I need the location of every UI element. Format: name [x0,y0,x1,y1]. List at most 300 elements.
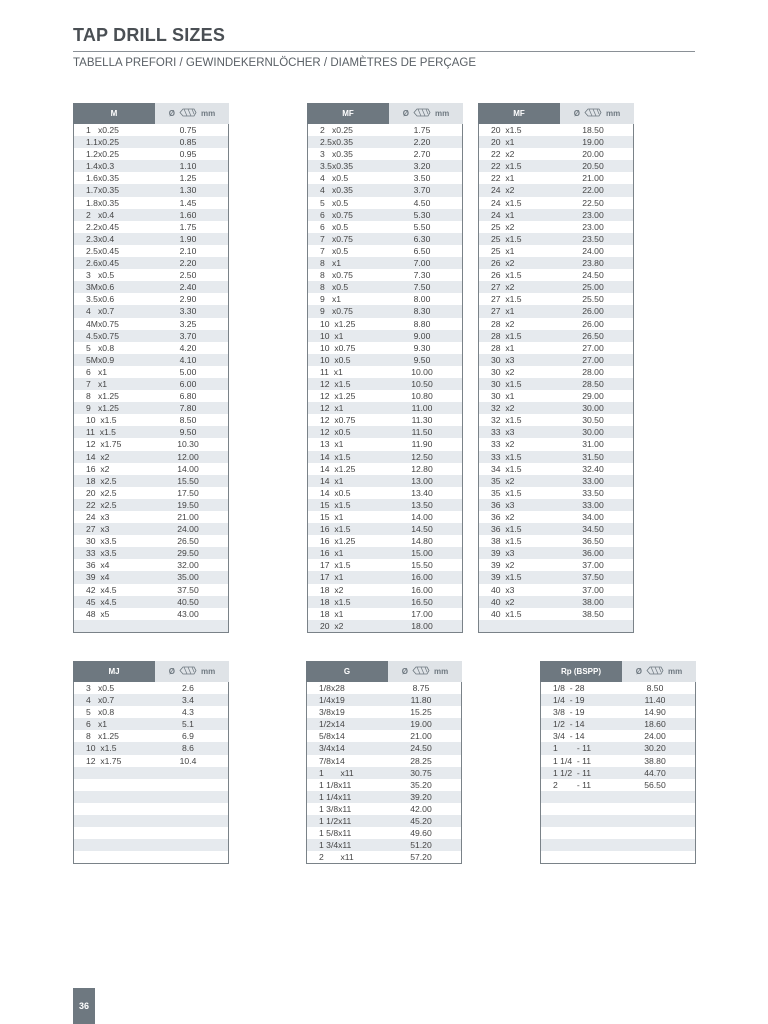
table-rp-bspp [540,661,696,864]
thread-size-cell: 16 x1.25 [320,536,356,547]
thread-size-cell: 1 1/4x11 [319,791,352,802]
table-row [74,378,228,390]
table-row [74,160,228,172]
thread-size-cell: 38 x1.5 [491,536,522,547]
drill-diameter-cell: 5.1 [182,719,194,730]
thread-size-cell: 12 x1 [320,403,344,414]
drill-diameter-cell: 28.50 [582,378,604,389]
drill-diameter-cell: 7.80 [179,403,197,414]
thread-size-cell: 18 x2 [320,584,344,595]
table-row [308,124,462,136]
thread-size-cell: 2.5x0.45 [86,245,119,256]
drill-diameter-cell [561,620,633,632]
diameter-symbol: Ø [401,667,408,676]
drill-diameter-cell: 56.50 [644,779,666,790]
thread-size-cell: 25 x2 [491,221,515,232]
table-row [541,706,695,718]
drill-diameter-cell: 8.00 [413,294,431,305]
thread-size-cell: 3.5x0.6 [86,294,115,305]
page-title: TAP DRILL SIZES [73,25,226,45]
thread-size-cell: 2.3x0.4 [86,233,115,244]
drill-diameter-cell: 5.30 [413,209,431,220]
table-row [74,755,228,767]
thread-size-cell: 14 x0.5 [320,487,351,498]
thread-size-cell [74,620,156,632]
table-row [307,742,461,754]
table-row [74,438,228,450]
table-row [479,535,633,547]
table-row [307,694,461,706]
drill-diameter-cell: 14.00 [411,512,433,522]
drill-diameter-cell: 1.30 [179,185,197,196]
thread-size-cell: 3 x0.5 [86,270,115,281]
table-row [74,620,228,632]
table-row [541,803,695,815]
thread-size-cell: 22 x2.5 [86,499,117,510]
table-row [479,438,633,450]
drill-diameter-cell: 12.80 [411,463,433,474]
table-row [479,402,633,414]
unit-label: mm [606,109,621,118]
drill-diameter-cell: 2.50 [179,270,197,281]
thread-size-cell: 30 x1.5 [491,378,522,389]
drill-diameter-cell [156,803,228,815]
table-row [308,571,462,583]
table-row [479,366,633,378]
table-row [308,148,462,160]
drill-diameter-cell: 8.50 [179,415,197,426]
table-row [479,354,633,366]
drill-diameter-cell: 13.00 [411,475,433,486]
table-row [541,682,695,694]
drill-diameter-cell: 11.30 [411,415,433,426]
table-row [308,584,462,596]
drill-diameter-cell: 6.80 [179,391,197,402]
thread-size-cell: 33 x1.5 [491,451,522,462]
drill-diameter-cell: 1.90 [179,233,197,244]
table-header [478,103,634,124]
table-row [479,523,633,535]
thread-size-cell: 39 x2 [491,560,515,571]
table-row [307,779,461,791]
thread-size-cell: 22 x2 [491,149,515,160]
table-row [74,584,228,596]
drill-diameter-cell: 17.00 [411,608,433,619]
thread-size-cell: 10 x0.5 [320,354,351,365]
drill-diameter-cell: 33.00 [582,499,604,510]
table-row [308,354,462,366]
table-row [74,257,228,269]
thread-size-cell: 14 x2 [86,451,110,462]
table-row [479,269,633,281]
drill-diameter-cell: 19.00 [582,137,604,148]
thread-size-cell: 8 x0.5 [320,282,349,293]
thread-size-cell: 16 x1 [320,548,344,559]
unit-label: mm [201,667,216,676]
diameter-symbol: Ø [168,667,175,676]
thread-size-cell: 12 x1.25 [320,391,356,402]
thread-size-cell: 33 x3 [491,427,515,438]
drill-diameter-cell: 17.50 [177,487,199,498]
table-row [74,535,228,547]
table-row [74,487,228,499]
drill-diameter-cell: 16.00 [411,584,433,595]
thread-size-cell: 1 1/4 - 11 [553,755,592,766]
table-row [307,803,461,815]
table-row [479,318,633,330]
drill-diameter-cell [623,827,695,839]
thread-size-cell [541,803,623,815]
table-row [74,305,228,317]
diameter-column-header [155,103,229,124]
thread-size-cell: 33 x2 [491,439,515,450]
table-row [74,366,228,378]
thread-size-cell: 22 x1.5 [491,161,522,172]
table-row [479,281,633,293]
table-row [308,160,462,172]
drill-diameter-cell: 3.20 [413,161,431,172]
drill-diameter-cell: 2.90 [179,294,197,305]
drill-diameter-cell: 21.00 [410,731,432,742]
drill-diameter-cell [156,839,228,851]
table-row [308,330,462,342]
drill-diameter-cell: 36.00 [582,548,604,559]
drill-diameter-cell: 15.25 [410,707,432,718]
table-row [541,791,695,803]
table-row [479,305,633,317]
thread-size-cell: 24 x3 [86,512,110,522]
thread-size-cell: 10 x1.5 [86,743,117,754]
drill-diameter-cell: 22.00 [582,185,604,196]
drill-diameter-cell: 23.00 [582,209,604,220]
table-row [74,718,228,730]
thread-size-cell: 18 x1 [320,608,344,619]
table-row [479,620,633,632]
drill-diameter-cell: 27.00 [582,342,604,353]
drill-diameter-cell [623,803,695,815]
drill-bit-icon [584,108,602,119]
thread-size-cell: 39 x1.5 [491,572,522,583]
table-row [74,499,228,511]
drill-diameter-cell: 42.00 [410,803,432,814]
drill-bit-icon [646,666,664,677]
thread-size-cell [74,803,156,815]
thread-size-cell: 36 x4 [86,560,110,571]
drill-diameter-cell: 6.00 [179,378,197,389]
drill-diameter-cell: 7.50 [413,282,431,293]
thread-size-cell: 1 3/8x11 [319,803,352,814]
table-row [479,148,633,160]
table-body [478,124,634,633]
diameter-column-header [560,103,634,124]
drill-diameter-cell: 9.50 [179,427,197,438]
thread-size-cell: 1.1x0.25 [86,137,119,148]
table-row [74,221,228,233]
drill-diameter-cell: 10.00 [411,366,433,377]
table-row [74,767,228,779]
table-row [74,148,228,160]
diameter-symbol: Ø [402,109,409,118]
thread-size-cell [74,779,156,791]
thread-size-cell [74,827,156,839]
table-row [74,815,228,827]
drill-diameter-cell: 32.40 [582,463,604,474]
drill-diameter-cell: 44.70 [644,767,666,778]
table-row [541,718,695,730]
thread-size-cell [74,791,156,803]
thread-size-cell: 11 x1.5 [86,427,116,438]
table-header [73,661,229,682]
table-row [308,136,462,148]
table-row [74,330,228,342]
drill-diameter-cell: 23.80 [582,258,604,269]
drill-diameter-cell: 30.00 [582,403,604,414]
thread-size-cell: 13 x1 [320,439,344,450]
thread-column-header: G [306,661,388,682]
drill-bit-icon [413,108,431,119]
thread-size-cell [74,851,156,863]
thread-column-header: Rp (BSPP) [540,661,622,682]
table-row [308,209,462,221]
drill-diameter-cell: 30.20 [644,743,666,754]
drill-diameter-cell: 19.00 [410,719,432,730]
drill-diameter-cell: 3.25 [179,318,197,329]
thread-size-cell: 40 x2 [491,596,515,607]
drill-diameter-cell: 31.00 [582,439,604,450]
drill-diameter-cell: 35.00 [177,572,199,583]
thread-size-cell [479,620,561,632]
drill-diameter-cell: 34.00 [582,512,604,522]
thread-size-cell: 1.2x0.25 [86,149,119,160]
table-row [74,706,228,718]
drill-diameter-cell: 3.4 [182,695,194,706]
thread-size-cell: 1.4x0.3 [86,161,115,172]
thread-size-cell: 12 x1.5 [320,378,351,389]
drill-diameter-cell: 5.00 [179,366,197,377]
table-body [73,124,229,633]
unit-label: mm [668,667,683,676]
thread-size-cell: 5/8x14 [319,731,345,742]
drill-diameter-cell [156,827,228,839]
drill-diameter-cell: 24.00 [644,731,666,742]
table-row [308,184,462,196]
table-row [479,172,633,184]
table-row [308,451,462,463]
thread-size-cell: 11 x1 [320,366,343,377]
drill-diameter-cell: 24.00 [177,524,199,535]
drill-diameter-cell: 30.00 [582,427,604,438]
drill-diameter-cell: 10.80 [411,391,433,402]
drill-diameter-cell: 26.50 [177,536,199,547]
drill-diameter-cell [156,779,228,791]
thread-size-cell: 28 x1.5 [491,330,522,341]
thread-size-cell: 25 x1.5 [491,233,522,244]
thread-size-cell: 20 x2 [320,620,344,631]
table-row [479,209,633,221]
table-row [308,281,462,293]
table-g [306,661,462,864]
thread-size-cell: 10 x0.75 [320,342,356,353]
drill-diameter-cell: 49.60 [410,828,432,839]
table-row [479,584,633,596]
drill-diameter-cell: 6.30 [413,233,431,244]
thread-size-cell: 2 x0.4 [86,209,115,220]
thread-size-cell: 6 x1 [86,719,108,730]
thread-size-cell: 4 x0.7 [86,695,115,706]
drill-diameter-cell: 8.75 [412,683,430,693]
thread-size-cell: 7 x1 [86,378,108,389]
thread-size-cell: 36 x3 [491,499,515,510]
drill-diameter-cell: 3.70 [413,185,431,196]
table-row [308,257,462,269]
drill-diameter-cell: 23.50 [582,233,604,244]
table-row [541,730,695,742]
table-row [541,755,695,767]
drill-diameter-cell: 4.3 [182,707,194,718]
table-row [308,475,462,487]
thread-size-cell: 24 x1 [491,209,515,220]
thread-size-cell: 6 x1 [86,366,108,377]
drill-diameter-cell: 28.00 [582,366,604,377]
thread-size-cell: 4Mx0.75 [86,318,119,329]
thread-size-cell: 9 x0.75 [320,306,353,317]
thread-size-cell: 1 5/8x11 [319,828,352,839]
thread-size-cell: 9 x1.25 [86,403,119,414]
thread-size-cell: 5 x0.8 [86,342,115,353]
thread-size-cell: 39 x3 [491,548,515,559]
thread-size-cell: 1 x0.25 [86,125,119,135]
drill-diameter-cell: 18.60 [644,719,666,730]
thread-size-cell: 27 x1 [491,306,515,317]
table-row [74,293,228,305]
page-number: 36 [73,988,95,1024]
table-row [308,378,462,390]
thread-size-cell: 4 x0.7 [86,306,115,317]
table-row [541,839,695,851]
table-row [308,245,462,257]
thread-size-cell: 3.5x0.35 [320,161,353,172]
thread-size-cell: 14 x1.5 [320,451,351,462]
table-row [74,414,228,426]
drill-diameter-cell [156,815,228,827]
table-row [479,426,633,438]
table-row [74,197,228,209]
thread-size-cell: 16 x2 [86,463,110,474]
table-row [479,571,633,583]
thread-size-cell: 3/4 - 14 [553,731,585,742]
drill-diameter-cell: 19.50 [177,499,199,510]
table-row [74,281,228,293]
thread-size-cell: 36 x1.5 [491,524,522,535]
drill-diameter-cell: 4.10 [179,354,197,365]
thread-size-cell [74,839,156,851]
thread-size-cell: 34 x1.5 [491,463,522,474]
thread-column-header: M [73,103,155,124]
drill-diameter-cell: 11.90 [411,439,433,450]
drill-diameter-cell: 22.50 [582,197,604,208]
thread-size-cell: 2 - 11 [553,779,592,790]
drill-diameter-cell: 14.90 [644,707,666,718]
drill-diameter-cell: 31.50 [582,451,604,462]
drill-diameter-cell: 0.75 [179,125,197,135]
drill-diameter-cell: 1.60 [179,209,197,220]
drill-diameter-cell: 1.75 [179,221,197,232]
table-row [74,596,228,608]
table-mf-2 [478,103,634,633]
thread-size-cell: 20 x1.5 [491,125,522,135]
drill-diameter-cell [623,791,695,803]
thread-size-cell: 27 x2 [491,282,515,293]
thread-column-header: MF [478,103,560,124]
thread-size-cell: 4.5x0.75 [86,330,119,341]
table-row [74,608,228,620]
thread-size-cell: 27 x3 [86,524,110,535]
drill-diameter-cell: 26.50 [582,330,604,341]
table-row [479,511,633,523]
thread-size-cell: 2.6x0.45 [86,258,119,269]
table-row [307,767,461,779]
table-row [307,730,461,742]
thread-size-cell: 1 1/2x11 [319,816,352,827]
diameter-column-header [155,661,229,682]
thread-size-cell: 12 x0.75 [320,415,356,426]
thread-size-cell: 32 x1.5 [491,415,522,426]
table-row [307,827,461,839]
table-row [308,172,462,184]
drill-diameter-cell: 13.50 [411,499,433,510]
drill-diameter-cell [623,815,695,827]
drill-diameter-cell: 8.80 [413,318,431,329]
drill-diameter-cell [623,839,695,851]
drill-diameter-cell: 9.50 [413,354,431,365]
thread-size-cell: 28 x1 [491,342,515,353]
table-header [306,661,462,682]
thread-size-cell [74,767,156,779]
thread-size-cell [541,791,623,803]
table-row [308,608,462,620]
drill-diameter-cell: 29.50 [177,548,199,559]
drill-diameter-cell [156,620,228,632]
drill-diameter-cell: 10.50 [411,378,433,389]
table-mj [73,661,229,864]
thread-size-cell: 17 x1 [320,572,344,583]
table-row [541,827,695,839]
thread-size-cell: 48 x5 [86,608,110,619]
thread-size-cell: 28 x2 [491,318,515,329]
drill-diameter-cell: 24.50 [410,743,432,754]
drill-diameter-cell: 8.30 [413,306,431,317]
table-row [308,366,462,378]
table-row [308,487,462,499]
table-row [479,342,633,354]
drill-diameter-cell: 4.50 [413,197,431,208]
table-row [74,791,228,803]
drill-diameter-cell: 35.20 [410,779,432,790]
drill-diameter-cell: 37.00 [582,560,604,571]
table-row [74,851,228,863]
drill-diameter-cell: 6.50 [413,245,431,256]
table-row [479,596,633,608]
drill-diameter-cell [156,851,228,863]
thread-size-cell: 8 x0.75 [320,270,353,281]
drill-diameter-cell: 9.30 [413,342,431,353]
table-row [479,136,633,148]
table-row [74,184,228,196]
drill-diameter-cell: 43.00 [177,608,199,619]
drill-diameter-cell: 26.00 [582,318,604,329]
table-row [308,463,462,475]
unit-label: mm [201,109,216,118]
